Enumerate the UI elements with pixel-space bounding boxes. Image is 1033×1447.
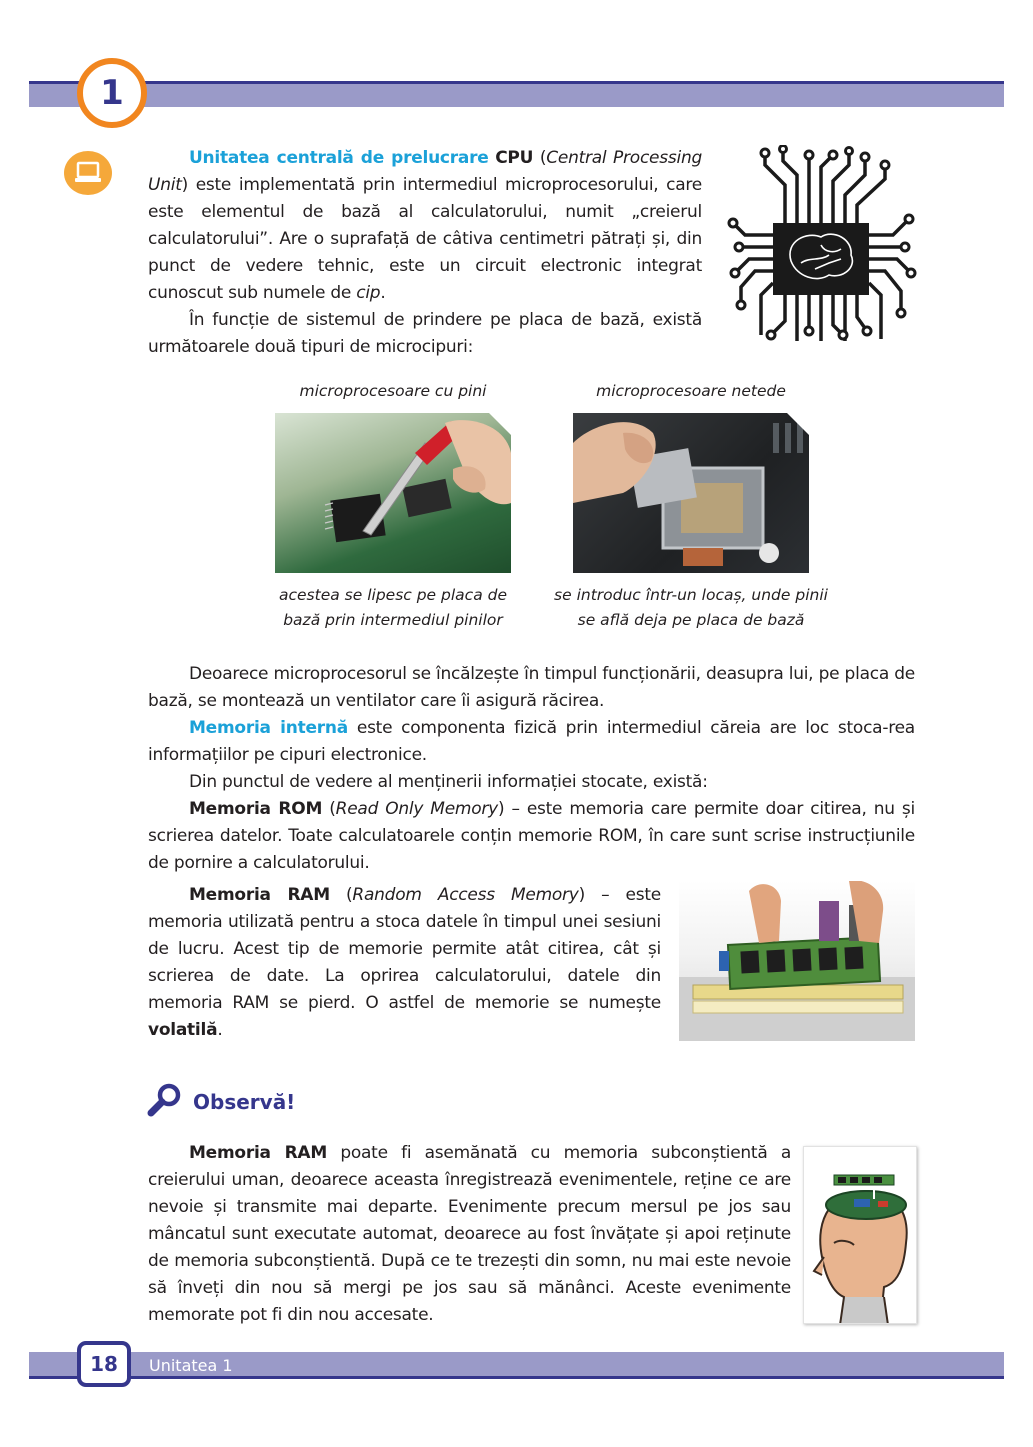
flat-chip-caption: [538, 583, 844, 633]
memory-types-intro: Din punctul de vedere al menținerii informației stocate, există:: [189, 772, 708, 792]
chip-types-intro: În funcție de sistemul de prindere pe placa de bază, există următoarele două tipuri de microcipuri:: [148, 310, 702, 357]
cpu-term: Unitatea centrală de prelucrare: [189, 148, 489, 168]
paren: (: [322, 799, 336, 819]
observe-heading: [145, 1084, 295, 1120]
cip-term: cip: [356, 283, 381, 303]
paren: (: [329, 885, 353, 905]
internal-memory-text: este componenta fizică prin intermediul căreia are loc stoca-rea informațiilor pe cipuri electronice.: [148, 718, 915, 765]
cpu-expansion: Central Processing Unit: [148, 148, 703, 195]
rom-term: Memoria ROM: [189, 799, 323, 819]
flat-caption-line1: se introduc într-un locaș, unde pinii: [554, 586, 828, 604]
pins-chip-title: microprocesoare cu pini: [299, 382, 487, 400]
cpu-description: ) este implementată prin intermediul microprocesorului, care este elementul de bază al calculatorului, numit „creierul calculatorului”. Are o suprafață de câtiva centimetri pătrați și, din punct de vedere tehnic, este un circuit electronic integrat cunoscut sub numele de: [148, 175, 702, 303]
rom-expansion: Read Only Memory: [335, 799, 498, 819]
cpu-chip-illustration: [725, 145, 917, 345]
ram-module-photo: [679, 881, 915, 1041]
pins-chip-caption: [268, 583, 518, 633]
chapter-badge: [77, 58, 147, 128]
observe-ram-term: Memoria RAM: [189, 1143, 328, 1163]
pins-caption-line2: bază prin intermediul pinilor: [283, 611, 503, 629]
ram-text: ) – este memoria utilizată pentru a stoca datele în timpul unei sesiuni de lucru. Acest tip de memorie permite atât citirea, cât și scrierea de date. La oprirea calculatorului, datele din memoria RAM se pierd. O astfel de memorie se numește: [148, 885, 661, 1013]
observe-paragraph: [148, 1140, 791, 1329]
flat-microprocessor-photo: [573, 413, 809, 573]
chapter-number: 1: [100, 73, 124, 113]
pins-caption-line1: acestea se lipesc pe placa de: [279, 586, 507, 604]
internal-memory-term: Memoria internă: [189, 718, 348, 738]
volatile-term: volatilă: [148, 1020, 218, 1040]
paren: (: [533, 148, 547, 168]
ram-paragraph: [148, 882, 661, 1044]
memory-section: [148, 661, 915, 877]
rom-text: ) – este memoria care permite doar citirea, nu și scrierea datelor. Toate calculatoarele conțin memorie ROM, în care sunt scrise instrucțiunile de pornire a calculatorului.: [148, 799, 915, 873]
pins-microprocessor-photo: [275, 413, 511, 573]
fan-paragraph: Deoarece microprocesorul se încălzește în timpul funcționării, deasupra lui, pe placa de bază, se montează un ventilator care îi asigură răcirea.: [148, 664, 915, 711]
page-number: 18: [90, 1352, 118, 1376]
flat-caption-line2: se află deja pe placa de bază: [577, 611, 805, 629]
observe-text: poate fi asemănată cu memoria subconștientă a creierului uman, deoarece aceasta înregistrează evenimentele, reține ce are nevoie și transmite mai departe. Evenimente precum mersul pe jos sau mâncatul sunt executate automat, deoarece au fost învățate și apoi reținute de memoria subconștientă. După ce te trezești din somn, nu mai este nevoie să înveți din nou să mergi pe jos sau să mănânci. Aceste evenimente memorate pot fi din nou accesate.: [148, 1143, 791, 1325]
unit-label: Unitatea 1: [149, 1356, 233, 1375]
period: .: [217, 1020, 223, 1040]
cpu-paragraph: [148, 145, 702, 361]
observe-label: Observă!: [193, 1090, 296, 1114]
header-band: [29, 81, 1004, 107]
ram-term: Memoria RAM: [189, 885, 330, 905]
magnifier-icon: [145, 1082, 183, 1122]
ram-expansion: Random Access Memory: [352, 885, 579, 905]
period: .: [380, 283, 386, 303]
cpu-abbr: CPU: [495, 148, 534, 168]
flat-chip-title: microprocesoare netede: [596, 382, 786, 400]
laptop-icon: [64, 151, 112, 195]
page-number-box: [77, 1341, 131, 1387]
head-memory-illustration: [803, 1146, 917, 1324]
